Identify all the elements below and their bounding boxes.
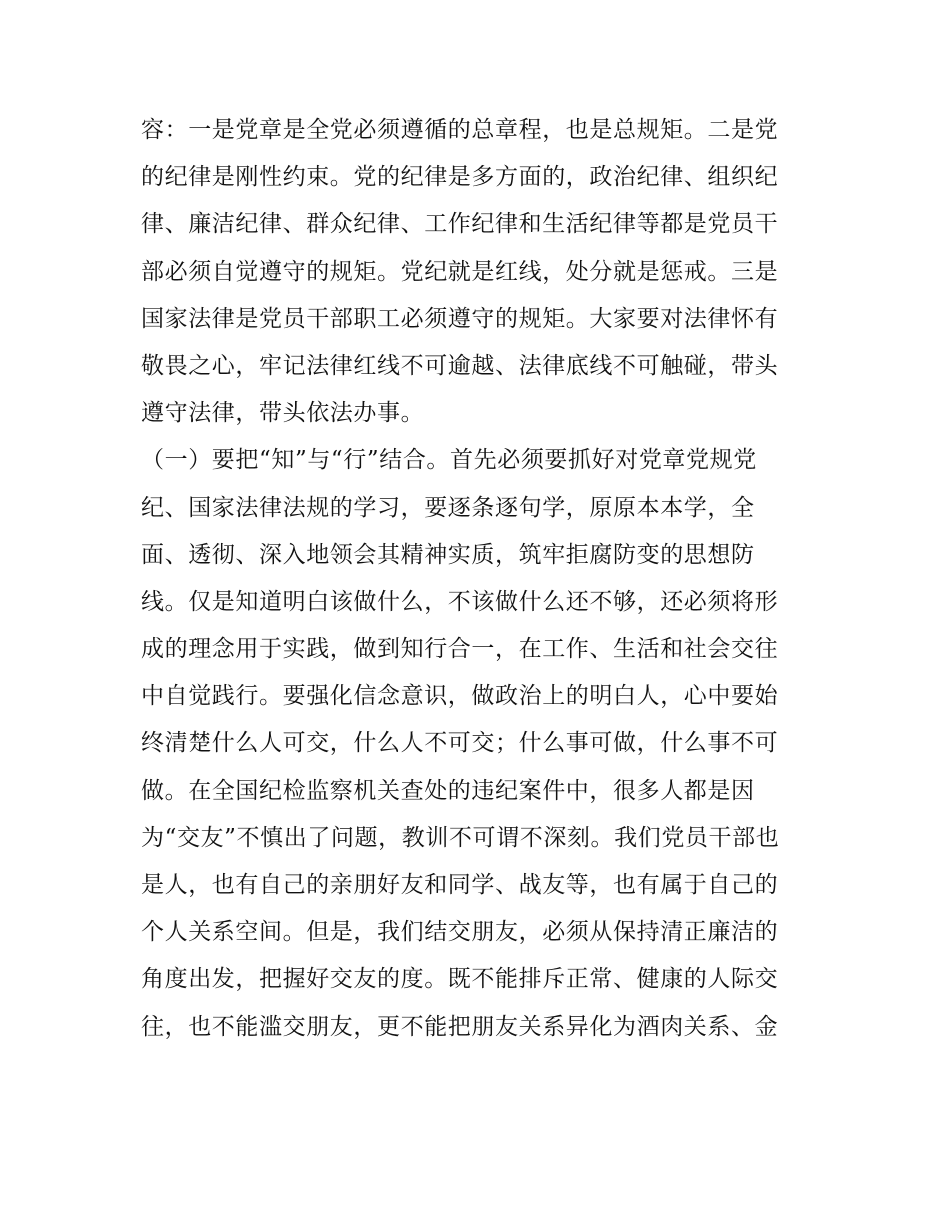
- text-line: 律、廉洁纪律、群众纪律、工作纪律和生活纪律等都是党员干: [141, 211, 779, 238]
- text-line: 的纪律是刚性约束。党的纪律是多方面的，政治纪律、组织纪: [141, 164, 779, 191]
- section-heading-line: （一）要把“知”与“行”结合。首先必须要抓好对党章党规党: [141, 447, 757, 474]
- text-line: 是人，也有自己的亲朋好友和同学、战友等，也有属于自己的: [141, 872, 779, 898]
- text-line: 成的理念用于实践，做到知行合一，在工作、生活和社会交往: [141, 636, 779, 663]
- text-line: 中自觉践行。要强化信念意识，做政治上的明白人，心中要始: [141, 683, 779, 710]
- text-line: 为“交友”不慎出了问题，教训不可谓不深刻。我们党员干部也: [141, 824, 780, 851]
- text-line: 往，也不能滥交朋友，更不能把朋友关系异化为酒肉关系、金: [141, 1013, 779, 1040]
- text-line: 终清楚什么人可交，什么人不可交；什么事可做，什么事不可: [141, 730, 779, 757]
- text-line: 部必须自觉遵守的规矩。党纪就是红线，处分就是惩戒。三是: [141, 258, 779, 285]
- text-line: 遵守法律，带头依法办事。: [141, 400, 425, 427]
- text-line: 做。在全国纪检监察机关查处的违纪案件中，很多人都是因: [141, 777, 755, 804]
- text-line: 个人关系空间。但是，我们结交朋友，必须从保持清正廉洁的: [141, 919, 779, 946]
- text-line: 纪、国家法律法规的学习，要逐条逐句学，原原本本学，全: [141, 494, 755, 521]
- text-line: 线。仅是知道明白该做什么，不该做什么还不够，还必须将形: [141, 588, 779, 615]
- text-line: 角度出发，把握好交友的度。既不能排斥正常、健康的人际交: [141, 966, 779, 993]
- body-text: [141, 107, 821, 1051]
- text-line: 国家法律是党员干部职工必须遵守的规矩。大家要对法律怀有: [141, 305, 779, 332]
- text-line: 容：一是党章是全党必须遵循的总章程，也是总规矩。二是党: [141, 117, 779, 143]
- text-line: 敬畏之心，牢记法律红线不可逾越、法律底线不可触碰，带头: [141, 352, 779, 379]
- text-line: 面、透彻、深入地领会其精神实质，筑牢拒腐防变的思想防: [141, 541, 755, 568]
